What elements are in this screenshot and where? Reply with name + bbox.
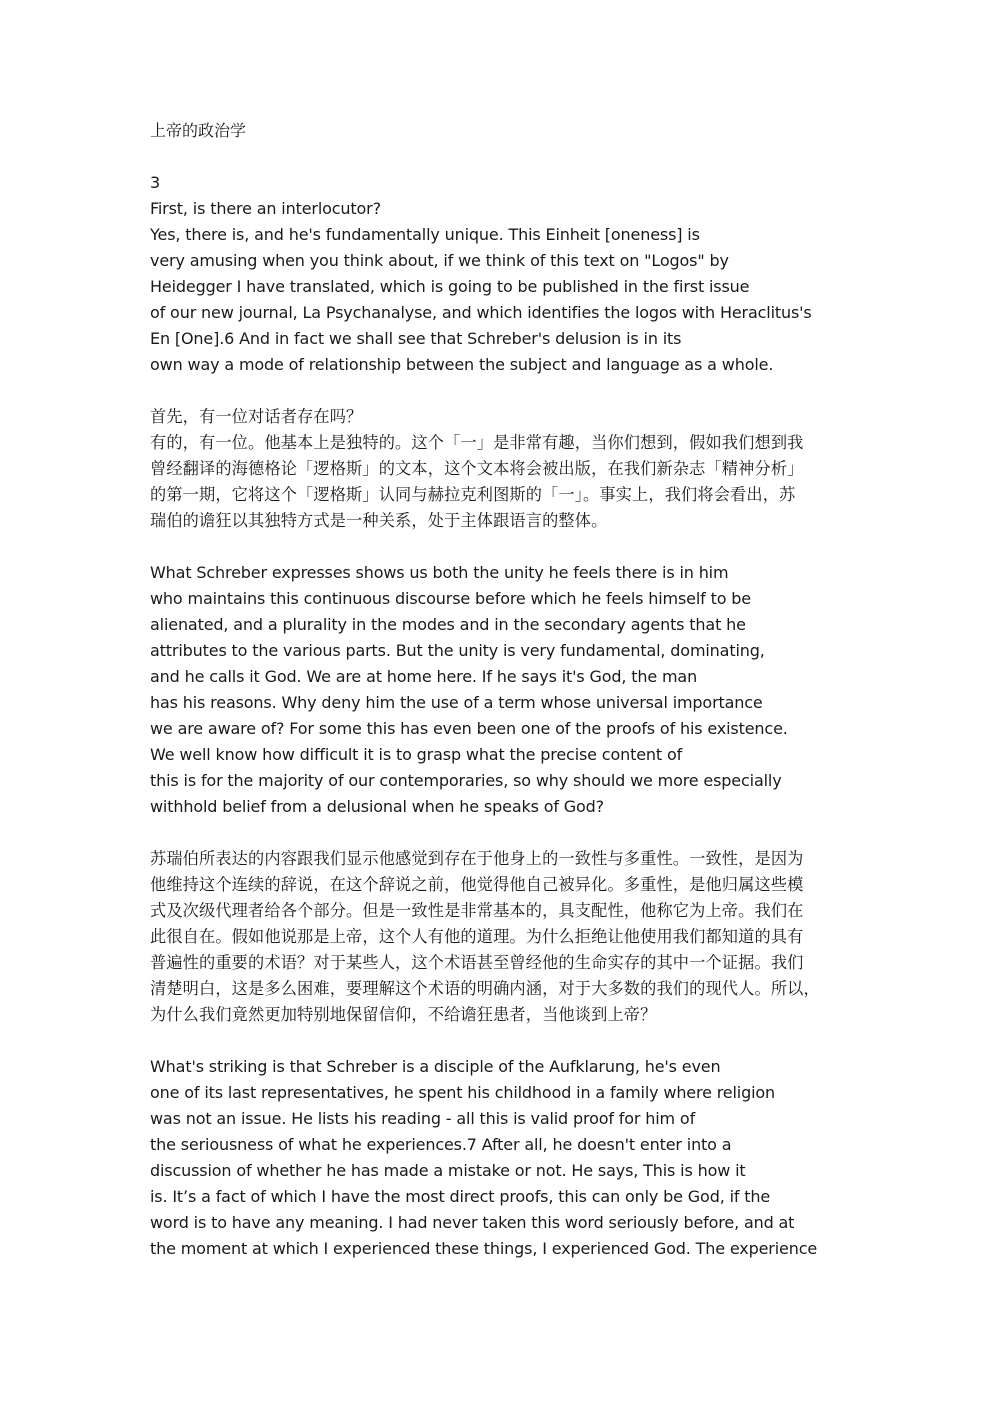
text-line: 普遍性的重要的术语？对于某些人，这个术语甚至曾经他的生命实存的其中一个证据。我们 bbox=[150, 953, 804, 972]
paragraph-spacer bbox=[150, 1028, 850, 1054]
text-line: is. It’s a fact of which I have the most direct proofs, this can only be God, if the bbox=[150, 1187, 771, 1206]
text-line: of our new journal, La Psychanalyse, and which identifies the logos with Heraclitus's bbox=[150, 303, 812, 322]
text-line: attributes to the various parts. But the unity is very fundamental, dominating, bbox=[150, 641, 765, 660]
paragraph-english bbox=[150, 1054, 850, 1262]
text-line: Yes, there is, and he's fundamentally unique. This Einheit [oneness] is bbox=[150, 225, 700, 244]
text-line: 苏瑞伯所表达的内容跟我们显示他感觉到存在于他身上的一致性与多重性。一致性，是因为 bbox=[150, 849, 804, 868]
section-number: 3 bbox=[150, 173, 161, 192]
text-line: 式及次级代理者给各个部分。但是一致性是非常基本的，具支配性，他称它为上帝。我们在 bbox=[150, 901, 804, 920]
paragraph-english bbox=[150, 196, 850, 378]
text-line: alienated, and a plurality in the modes and in the secondary agents that he bbox=[150, 615, 746, 634]
paragraph-spacer bbox=[150, 534, 850, 560]
document-page bbox=[150, 118, 850, 1262]
paragraph-chinese bbox=[150, 846, 850, 1028]
text-line: We well know how difficult it is to grasp what the precise content of bbox=[150, 745, 683, 764]
text-line: was not an issue. He lists his reading - all this is valid proof for him of bbox=[150, 1109, 696, 1128]
text-line: who maintains this continuous discourse before which he feels himself to be bbox=[150, 589, 751, 608]
text-line: we are aware of? For some this has even been one of the proofs of his existence. bbox=[150, 719, 788, 738]
text-line: What's striking is that Schreber is a disciple of the Aufklarung, he's even bbox=[150, 1057, 721, 1076]
text-line: one of its last representatives, he spent his childhood in a family where religion bbox=[150, 1083, 775, 1102]
text-line: 首先，有一位对话者存在吗？ bbox=[150, 407, 363, 426]
text-line: 清楚明白，这是多么困难，要理解这个术语的明确内涵，对于大多数的我们的现代人。所以， bbox=[150, 979, 820, 998]
text-line: First, is there an interlocutor? bbox=[150, 199, 381, 218]
text-line: the seriousness of what he experiences.7 After all, he doesn't enter into a bbox=[150, 1135, 732, 1154]
text-line: 他维持这个连续的辞说，在这个辞说之前，他觉得他自己被异化。多重性，是他归属这些模 bbox=[150, 875, 804, 894]
paragraph-english bbox=[150, 560, 850, 820]
text-line: this is for the majority of our contemporaries, so why should we more especially bbox=[150, 771, 782, 790]
text-line: 曾经翻译的海德格论「逻格斯」的文本，这个文本将会被出版，在我们新杂志「精神分析」 bbox=[150, 459, 804, 478]
text-line: En [One].6 And in fact we shall see that Schreber's delusion is in its bbox=[150, 329, 682, 348]
text-line: and he calls it God. We are at home here. If he says it's God, the man bbox=[150, 667, 698, 686]
text-line: withhold belief from a delusional when he speaks of God? bbox=[150, 797, 604, 816]
text-line: 有的，有一位。他基本上是独特的。这个「一」是非常有趣，当你们想到，假如我们想到我 bbox=[150, 433, 804, 452]
text-line: 为什么我们竟然更加特别地保留信仰，不给谵狂患者，当他谈到上帝？ bbox=[150, 1005, 657, 1024]
paragraph-chinese bbox=[150, 404, 850, 534]
text-line: discussion of whether he has made a mistake or not. He says, This is how it bbox=[150, 1161, 746, 1180]
text-line: the moment at which I experienced these things, I experienced God. The experience bbox=[150, 1239, 818, 1258]
document-body bbox=[150, 196, 850, 1262]
text-line: 的第一期，它将这个「逻格斯」认同与赫拉克利图斯的「一」。事实上，我们将会看出，苏 bbox=[150, 485, 796, 504]
text-line: very amusing when you think about, if we think of this text on "Logos" by bbox=[150, 251, 729, 270]
text-line: 此很自在。假如他说那是上帝，这个人有他的道理。为什么拒绝让他使用我们都知道的具有 bbox=[150, 927, 804, 946]
text-line: own way a mode of relationship between the subject and language as a whole. bbox=[150, 355, 774, 374]
paragraph-spacer bbox=[150, 820, 850, 846]
page-title: 上帝的政治学 bbox=[150, 121, 247, 140]
text-line: Heidegger I have translated, which is going to be published in the first issue bbox=[150, 277, 750, 296]
paragraph-spacer bbox=[150, 378, 850, 404]
text-line: 瑞伯的谵狂以其独特方式是一种关系，处于主体跟语言的整体。 bbox=[150, 511, 608, 530]
text-line: What Schreber expresses shows us both the unity he feels there is in him bbox=[150, 563, 729, 582]
text-line: has his reasons. Why deny him the use of a term whose universal importance bbox=[150, 693, 763, 712]
text-line: word is to have any meaning. I had never taken this word seriously before, and at bbox=[150, 1213, 795, 1232]
